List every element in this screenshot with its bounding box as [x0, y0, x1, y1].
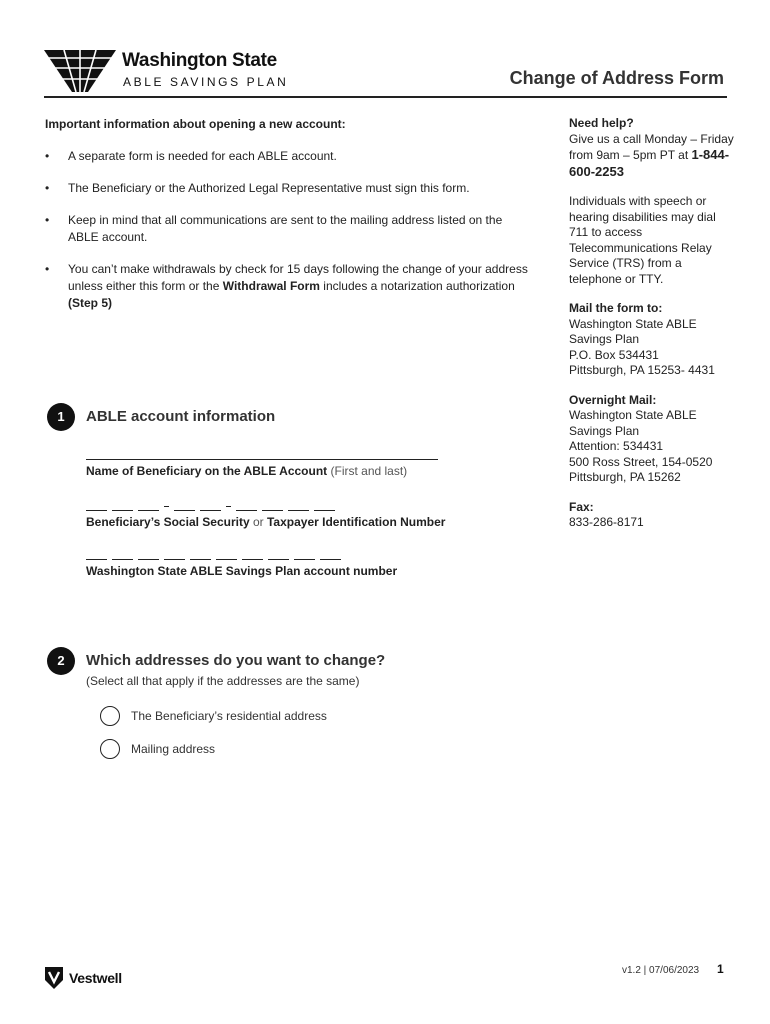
version-date: v1.2 | 07/06/2023 — [622, 965, 700, 976]
important-info-heading: Important information about opening a new account: — [45, 117, 346, 131]
mailing-address-checkbox[interactable] — [100, 739, 120, 759]
ssn-label: Beneficiary’s Social Security or Taxpayer Identification Number — [86, 515, 446, 529]
ssn-input[interactable] — [86, 497, 445, 511]
fax-block — [569, 500, 734, 531]
address-line: P.O. Box 534431 — [569, 347, 659, 362]
info-bullet: • A separate form is needed for each ABLE account. — [45, 148, 535, 165]
mail-address-block — [569, 301, 734, 379]
address-line: Pittsburgh, PA 15262 — [569, 470, 681, 484]
overnight-address-block — [569, 393, 734, 486]
accessibility-text: Individuals with speech or hearing disabilities may dial 711 to access Telecommunications Relay Service (TRS) from a telephone or TTY. — [569, 194, 716, 286]
address-line: Savings Plan — [569, 332, 640, 346]
address-line: Washington State ABLE — [569, 316, 697, 331]
help-block — [569, 116, 734, 180]
page-number: 1 — [717, 962, 724, 976]
address-line: Attention: 534431 — [569, 439, 664, 453]
step-1-title: ABLE account information — [86, 408, 276, 425]
brand-subtitle: ABLE SAVINGS PLAN — [123, 75, 289, 89]
address-line: Washington State ABLE — [569, 408, 697, 422]
account-number-label: Washington State ABLE Savings Plan account number — [86, 564, 398, 578]
ssn-field[interactable] — [86, 497, 445, 529]
option-mailing-address[interactable] — [100, 739, 215, 759]
step-reference: (Step 5) — [68, 296, 113, 310]
header-divider — [44, 96, 727, 98]
step-2-subtitle: (Select all that apply if the addresses are the same) — [86, 674, 360, 688]
help-label: Need help? — [569, 116, 634, 130]
vestwell-logo — [44, 966, 122, 990]
form-title: Change of Address Form — [509, 68, 724, 88]
washington-able-logo-icon — [44, 46, 116, 92]
info-bullet: • The Beneficiary or the Authorized Legal Representative must sign this form. — [45, 180, 535, 197]
vestwell-shield-icon — [44, 966, 64, 990]
fax-label: Fax: — [569, 499, 594, 514]
step-2-title: Which addresses do you want to change? — [86, 652, 386, 669]
step-1-badge: 1 — [47, 403, 75, 431]
address-line: Pittsburgh, PA 15253- 4431 — [569, 363, 715, 377]
fax-number: 833-286-8171 — [569, 515, 644, 529]
brand-title: Washington State — [122, 50, 277, 71]
page-header — [44, 44, 728, 98]
help-text: Give us a call Monday – Friday from 9am – 5pm PT at — [569, 131, 734, 162]
mail-label: Mail the form to: — [569, 301, 663, 315]
option-residential-address[interactable] — [100, 706, 327, 726]
help-sidebar — [569, 116, 734, 545]
account-number-input[interactable] — [86, 546, 397, 560]
option-label: Mailing address — [131, 742, 216, 756]
address-line: 500 Ross Street, 154-0520 — [569, 454, 713, 469]
option-label: The Beneficiary’s residential address — [131, 709, 327, 723]
step-2-badge: 2 — [47, 647, 75, 675]
beneficiary-name-input[interactable] — [86, 446, 438, 460]
withdrawal-form-reference: Withdrawal Form — [222, 279, 320, 293]
residential-address-checkbox[interactable] — [100, 706, 120, 726]
overnight-label: Overnight Mail: — [569, 392, 657, 407]
help-phone-number: 1-844-600-2253 — [569, 147, 730, 179]
info-bullet — [45, 261, 535, 312]
info-bullet: • Keep in mind that all communications are sent to the mailing address listed on the ABLE account. — [45, 212, 535, 246]
account-number-field[interactable] — [86, 546, 397, 578]
address-line: Savings Plan — [569, 423, 640, 438]
beneficiary-name-label: Name of Beneficiary on the ABLE Account (First and last) — [86, 464, 408, 478]
info-bullet-text: You can’t make withdrawals by check for 15 days following the change of your address unless either this form or the — [68, 262, 528, 293]
vestwell-wordmark: Vestwell — [69, 970, 122, 986]
beneficiary-name-field[interactable] — [86, 446, 438, 478]
important-info-section — [45, 116, 535, 327]
info-bullet-text: includes a notarization authorization — [319, 279, 515, 293]
info-bullet-list — [45, 148, 535, 312]
